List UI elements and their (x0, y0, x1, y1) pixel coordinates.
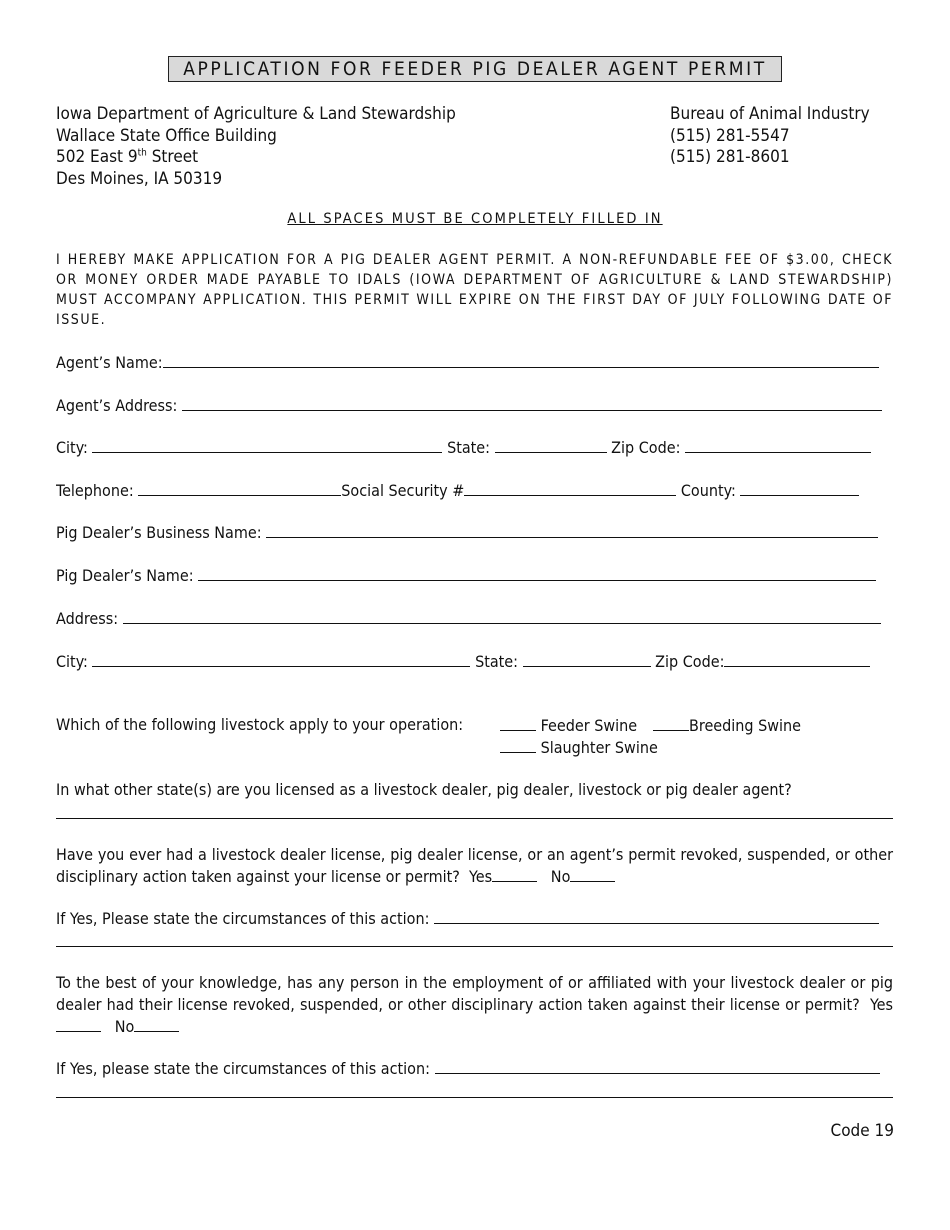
circumstances-row-2: If Yes, please state the circumstances of this action: (56, 1058, 893, 1079)
agent-address-input[interactable] (182, 395, 882, 411)
city-line: Des Moines, IA 50319 (56, 168, 223, 189)
circumstances-row-1: If Yes, Please state the circumstances of this action: (56, 908, 893, 929)
city-state-zip-row-2: City: State: Zip Code: (56, 651, 893, 672)
breeding-swine-input[interactable] (653, 715, 689, 731)
zip-input[interactable] (685, 437, 871, 453)
agent-address-row: Agent’s Address: (56, 395, 893, 416)
fill-notice: ALL SPACES MUST BE COMPLETELY FILLED IN (287, 211, 663, 227)
business-name-row: Pig Dealer’s Business Name: (56, 522, 893, 543)
phone-1: (515) 281-5547 (670, 125, 790, 146)
revoked-question: Have you ever had a livestock dealer license, pig dealer license, or an agent’s permit revoked, suspended, or other disciplinary action taken against your license or permit? Yes No (56, 845, 893, 886)
state-input-2[interactable] (523, 651, 651, 667)
telephone-input[interactable] (138, 480, 341, 496)
dealer-name-row: Pig Dealer’s Name: (56, 565, 893, 586)
city-input[interactable] (92, 437, 442, 453)
street-line: 502 East 9th Street (56, 147, 199, 167)
form-title: APPLICATION FOR FEEDER PIG DEALER AGENT PERMIT (168, 56, 782, 82)
phone-2: (515) 281-8601 (670, 147, 790, 167)
feeder-swine-option: Feeder Swine (500, 715, 637, 735)
dealer-name-input[interactable] (198, 565, 876, 581)
form-code: Code 19 (830, 1121, 894, 1141)
breeding-swine-option: Breeding Swine (653, 715, 801, 735)
revoked-no-input[interactable] (570, 866, 615, 882)
revoked-yes-input[interactable] (492, 866, 537, 882)
county-input[interactable] (740, 480, 859, 496)
zip-input-2[interactable] (724, 651, 870, 667)
affiliated-no-input[interactable] (134, 1016, 179, 1032)
business-name-input[interactable] (266, 522, 878, 538)
agent-name-row: Agent’s Name: (56, 352, 893, 373)
state-input[interactable] (495, 437, 607, 453)
livestock-row (56, 715, 893, 735)
agency-address (56, 104, 456, 190)
bureau-contact (670, 104, 870, 169)
address-row: Address: (56, 608, 893, 629)
other-states-input[interactable] (56, 818, 893, 819)
circumstances-input-2[interactable] (435, 1058, 880, 1074)
circumstances-input-2b[interactable] (56, 1097, 893, 1098)
city-input-2[interactable] (92, 651, 470, 667)
city-state-zip-row: City: State: Zip Code: (56, 437, 893, 458)
other-states-question: In what other state(s) are you licensed as a livestock dealer, pig dealer, livestock or pig dealer agent? (56, 780, 792, 799)
circumstances-input-1b[interactable] (56, 946, 893, 947)
livestock-question: Which of the following livestock apply to your operation: (56, 715, 464, 734)
phone-ssn-county-row: Telephone: Social Security # County: (56, 480, 893, 501)
feeder-swine-input[interactable] (500, 715, 536, 731)
address-input[interactable] (123, 608, 881, 624)
slaughter-swine-input[interactable] (500, 737, 536, 753)
agent-name-input[interactable] (163, 352, 879, 368)
building-name: Wallace State Office Building (56, 125, 277, 146)
ssn-input[interactable] (464, 480, 676, 496)
dept-name: Iowa Department of Agriculture & Land Stewardship (56, 104, 456, 124)
affiliated-yes-input[interactable] (56, 1016, 101, 1032)
bureau-name: Bureau of Animal Industry (670, 104, 870, 124)
circumstances-input-1[interactable] (434, 908, 879, 924)
affiliated-question: To the best of your knowledge, has any person in the employment of or affiliated with your livestock dealer or pig dealer had their license revoked, suspended, or other disciplinary action taken against their license or permit? Yes No (56, 973, 894, 1036)
fee-paragraph: I HEREBY MAKE APPLICATION FOR A PIG DEALER AGENT PERMIT. A NON-REFUNDABLE FEE OF $3.00, CHECK OR MONEY ORDER MADE PAYABLE TO IDALS (IOWA DEPARTMENT OF AGRICULTURE & LAND STEWARDSHIP) MUST ACCOMPANY APPLICATION. THIS PERMIT WILL EXPIRE ON THE FIRST DAY OF JULY FOLLOWING DATE OF ISSUE. (56, 252, 893, 328)
slaughter-swine-option: Slaughter Swine (500, 737, 800, 758)
